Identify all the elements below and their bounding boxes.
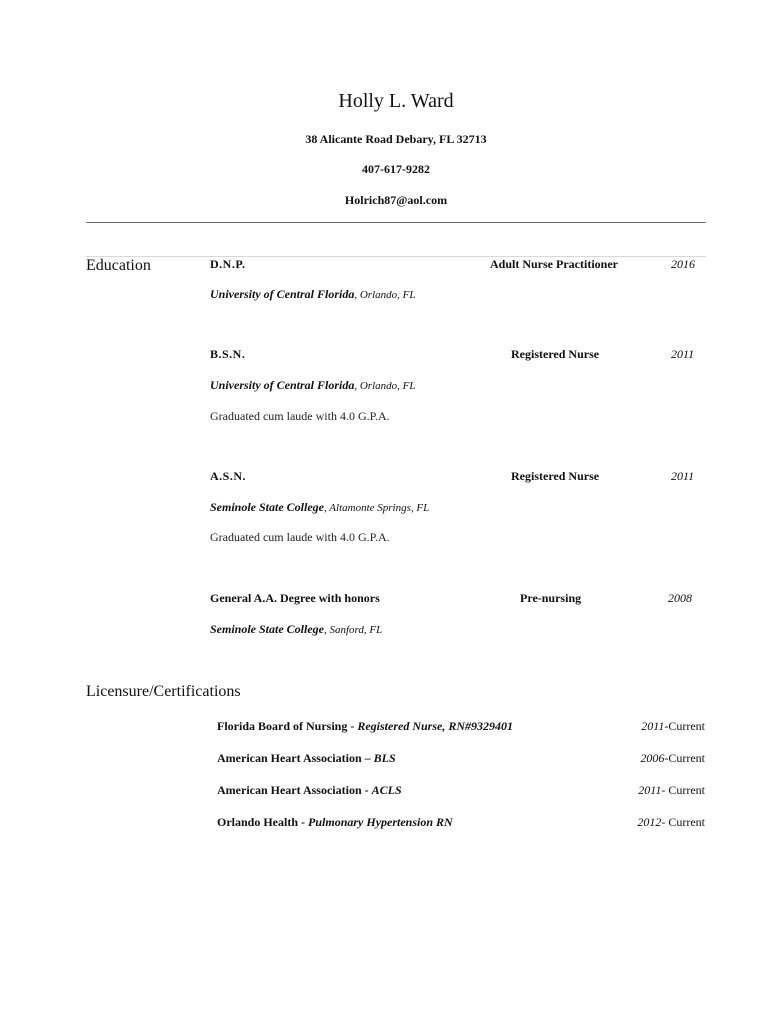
- degree-title: Registered Nurse: [511, 347, 600, 361]
- degree-title: Pre-nursing: [520, 591, 582, 605]
- school-name: University of Central Florida: [210, 287, 355, 301]
- degree-title: Registered Nurse: [511, 469, 600, 483]
- school-name: University of Central Florida: [210, 378, 355, 392]
- degree-dnp: D.N.P.: [210, 257, 246, 271]
- school-line: [210, 622, 382, 637]
- school-line: [210, 287, 415, 302]
- header-divider: [86, 222, 706, 223]
- license-cert: Pulmonary Hypertension RN: [308, 815, 453, 829]
- license-cert: BLS: [373, 751, 396, 765]
- license-item: [217, 719, 513, 734]
- school-line: [210, 500, 429, 515]
- license-year: 2012: [637, 815, 662, 829]
- school-line: [210, 378, 415, 393]
- school-location: , Sanford, FL: [324, 624, 383, 636]
- license-date: [505, 719, 705, 734]
- license-date: [505, 783, 705, 798]
- license-date: [505, 815, 705, 830]
- license-item: [217, 815, 453, 830]
- license-year: 2011: [641, 719, 665, 733]
- candidate-name: Holly L. Ward: [338, 90, 454, 112]
- phone: 407-617-9282: [362, 162, 430, 176]
- license-org: Orlando Health -: [217, 815, 309, 829]
- degree-title: Adult Nurse Practitioner: [490, 257, 618, 271]
- honors-note: Graduated cum laude with 4.0 G.P.A.: [210, 530, 390, 544]
- license-status: -Current: [664, 719, 705, 733]
- degree-year: 2016: [671, 257, 695, 271]
- education-heading: Education: [86, 257, 151, 274]
- school-location: , Orlando, FL: [354, 380, 416, 392]
- license-status: - Current: [661, 783, 705, 797]
- honors-note: Graduated cum laude with 4.0 G.P.A.: [210, 409, 390, 423]
- school-name: Seminole State College: [210, 500, 324, 514]
- degree-year: 2011: [671, 347, 695, 361]
- degree-year: 2008: [668, 591, 692, 605]
- degree-asn: A.S.N.: [210, 469, 247, 483]
- school-name: Seminole State College: [210, 622, 324, 636]
- school-location: , Altamonte Springs, FL: [324, 502, 430, 514]
- license-year: 2011: [638, 783, 662, 797]
- degree-bsn: B.S.N.: [210, 347, 246, 361]
- license-org: Florida Board of Nursing -: [217, 719, 358, 733]
- school-location: , Orlando, FL: [354, 289, 416, 301]
- license-item: [217, 783, 402, 798]
- license-date: [505, 751, 705, 766]
- license-cert: Registered Nurse, RN#9329401: [357, 719, 514, 733]
- address: 38 Alicante Road Debary, FL 32713: [305, 132, 487, 146]
- licensure-heading: Licensure/Certifications: [86, 683, 241, 700]
- license-year: 2006: [640, 751, 665, 765]
- degree-year: 2011: [671, 469, 695, 483]
- license-org: American Heart Association –: [217, 751, 374, 765]
- license-cert: ACLS: [371, 783, 402, 797]
- degree-aa: General A.A. Degree with honors: [210, 591, 380, 605]
- license-status: -Current: [664, 751, 705, 765]
- license-status: - Current: [661, 815, 705, 829]
- email: Holrich87@aol.com: [344, 193, 448, 207]
- license-org: American Heart Association -: [217, 783, 372, 797]
- license-item: [217, 751, 396, 766]
